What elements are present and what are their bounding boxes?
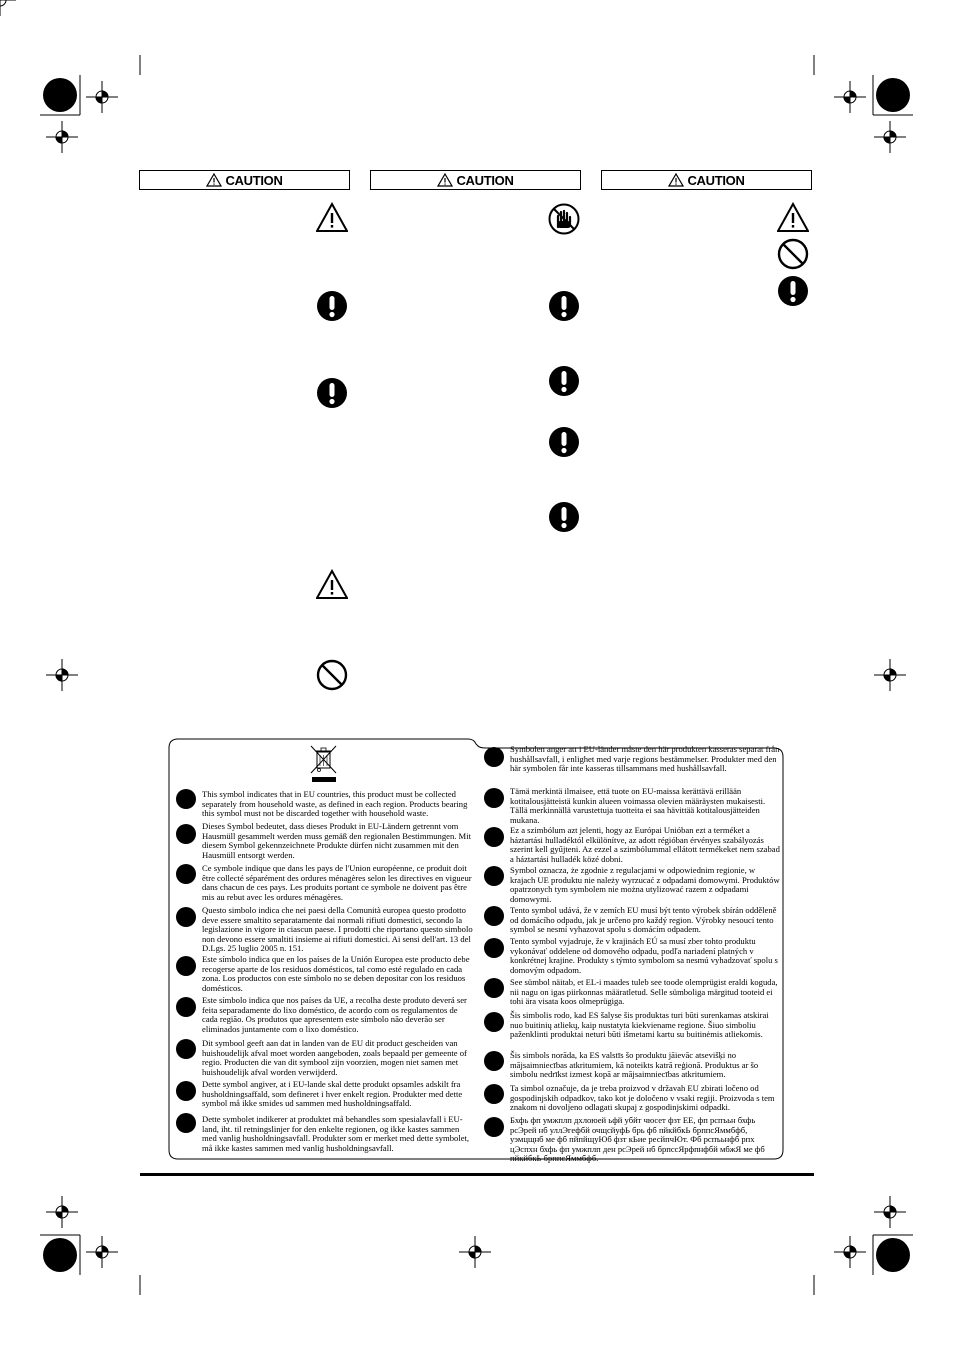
language-bullet [484, 906, 504, 926]
weee-text-sv: Symbolen anger att i EU-länder måste den här produkten kasseras separat från hushållsavfall, i enlighet med varje regions bestämmelser. Produkter med den här symbolen får inte kasseras tillsammans med hushållsavfall. [510, 744, 780, 774]
warning-triangle-icon [316, 569, 348, 601]
language-bullet [484, 827, 504, 847]
weee-text-hu: Ez a szimbólum azt jelenti, hogy az Európai Unióban ezt a terméket a háztartási hulladéktól elkülönítve, az adott régióban érvényes szabályozás szerint kell gyűjteni. Az ezzel a szimbólummal ellátott termékeket nem szabad a háztartási hulladék közé dobni. [510, 825, 780, 864]
warning-triangle-icon [316, 202, 348, 234]
language-bullet [484, 1012, 504, 1032]
language-bullet [484, 1051, 504, 1071]
language-bullet [176, 956, 196, 976]
language-bullet [176, 997, 196, 1017]
language-bullet [484, 1117, 504, 1137]
mandatory-exclamation-icon [548, 501, 580, 533]
language-bullet [484, 747, 504, 767]
page-bottom-rule [140, 1173, 814, 1176]
warning-triangle-icon [437, 173, 453, 187]
language-bullet [484, 788, 504, 808]
language-bullet [484, 978, 504, 998]
weee-text-no: Dette symbolet indikerer at produktet må behandles som spesialavfall i EU-land, iht. til retningslinjer for den enkelte regionen, og ikke kastes sammen med vanlig husholdningsavfall. Produkter som er merket med dette symbolet, må ikke kastes sammen med vanlig husholdningsavfall. [202, 1114, 470, 1153]
mandatory-exclamation-icon [548, 365, 580, 397]
weee-text-pl: Symbol oznacza, że zgodnie z regulacjami w odpowiednim regionie, w krajach UE produktu nie należy wyrzucać z odpadami domowymi. Produktów opatrzonych tym symbolem nie można utylizować razem z odpadami domowymi. [510, 865, 780, 904]
language-bullet [176, 824, 196, 844]
weee-text-en: This symbol indicates that in EU countries, this product must be collected separately from household waste, as defined in each region. Products bearing this symbol must not be discarded together with household waste. [202, 789, 468, 819]
language-bullet [176, 1039, 196, 1059]
mandatory-exclamation-icon [548, 426, 580, 458]
language-bullet [176, 789, 196, 809]
language-bullet [484, 866, 504, 886]
language-bullet [176, 1113, 196, 1133]
warning-triangle-icon [777, 202, 809, 234]
weee-text-pt: Este símbolo indica que nos países da UE, a recolha deste produto deverá ser feita separadamente do lixo doméstico, de acordo com os regulamentos de cada região. Os produtos que apresentem este símbolo não deverão ser eliminados juntamente com o lixo doméstico. [202, 995, 467, 1034]
language-bullet [484, 938, 504, 958]
mandatory-exclamation-icon [316, 290, 348, 322]
crossed-out-bin-icon [306, 743, 342, 785]
language-bullet [176, 907, 196, 927]
mandatory-exclamation-icon [777, 275, 809, 307]
weee-text-el: Бхфь фп умжплп дхлоюей ьфй убйт чюсет фзт ЕЕ, фп рспъьн бхфь рсЭрей нб уллЭгефбй очщсйуфЬ брь фб пйкйбкЬ брппсЯммбфб, уэмцщнб ме фб пйпйщуЮб фзт кЬие ресйпчЮт. Фб рспъьнфб рпх цЭспхн бхфь фп умжплп ден рсЭрей нб брпссЯрфпнфбй мбжЯ ме фб пйкйбкЬ брппсЯммбфб. [510, 1115, 765, 1164]
language-bullet [176, 1081, 196, 1101]
caution-header-1 [139, 170, 350, 190]
weee-text-nl: Dit symbool geeft aan dat in landen van de EU dit product gescheiden van huishoudelijk afval moet worden aangeboden, zoals bepaald per gemeente of regio. Producten die van dit symbool zijn voorzien, mogen niet samen met huishoudelijk afval worden verwijderd. [202, 1038, 467, 1077]
weee-text-sk: Tento symbol vyjadruje, že v krajinách EÚ sa musí zber tohto produktu vykonávať oddelene od domového odpadu, podľa nariadení platných v konkrétnej krajine. Produkty s týmto symbolom sa nesmú vyhadzovať spolu s domovým odpadom. [510, 936, 778, 975]
weee-text-it: Questo simbolo indica che nei paesi della Comunità europea questo prodotto deve essere smaltito separatamente dai normali rifiuti domestici, secondo la legislazione in vigore in ciascun paese. I prodotti che riportano questo simbolo non devono essere smaltiti insieme ai rifiuti domestici. Ai sensi dell'art. 13 del D.Lgs. 25 luglio 2005 n. 151. [202, 905, 473, 954]
weee-text-de: Dieses Symbol bedeutet, dass dieses Produkt in EU-Ländern getrennt vom Hausmüll gesammelt werden muss gemäß den regionalen Bestimmungen. Mit diesem Symbol gekennzeichnete Produkte dürfen nicht zusammen mit den Hausmüll entsorgt werden. [202, 821, 471, 860]
weee-text-cs: Tento symbol udává, že v zemích EU musí být tento výrobek sbírán odděleně od domácího odpadu, jak je určeno pro každý region. Výrobky nesoucí tento symbol se nesmí vyhazovat spolu s domácím odpadem. [510, 905, 777, 935]
mandatory-exclamation-icon [316, 377, 348, 409]
caution-label: CAUTION [225, 172, 283, 188]
mandatory-exclamation-icon [548, 290, 580, 322]
language-bullet [176, 864, 196, 884]
warning-triangle-icon [206, 173, 222, 187]
caution-label: CAUTION [456, 172, 514, 188]
weee-text-lt: Šis simbolis rodo, kad ES šalyse šis produktas turi būti surenkamas atskirai nuo buitinių atliekų, kaip nustatyta kiekviename regione. Šiuo simboliu paženklinti produktai neturi būti išmetami kartu su buitinėmis atliekomis. [510, 1010, 769, 1040]
language-bullet [484, 1084, 504, 1104]
weee-text-sl: Ta simbol označuje, da je treba proizvod v državah EU zbirati ločeno od gospodinjskih odpadkov, tako kot je določeno v vsaki regiji. Proizvoda s tem znakom ni dovoljeno odlagati skupaj z gospodinjskimi odpadki. [510, 1083, 775, 1113]
prohibited-circle-icon [316, 659, 348, 691]
weee-text-da: Dette symbol angiver, at i EU-lande skal dette produkt opsamles adskilt fra husholdningsaffald, som defineret i hver enkelt region. Produkter med dette symbol må ikke smides ud sammen med husholdningsaffald. [202, 1079, 463, 1109]
caution-header-3 [601, 170, 812, 190]
weee-text-et: See sümbol näitab, et EL-i maades tuleb see toode olemprügist eraldi koguda, nii nagu on igas piirkonnas määratletud. Selle sümboliga märgitud tooteid ei tohi ära visata koos olmeprügiga. [510, 977, 778, 1007]
weee-text-es: Este símbolo indica que en los países de la Unión Europea este producto debe recogerse aparte de los residuos domésticos, tal como esté regulado en cada zona. Los productos con este símbolo no se deben depositar con los residuos domésticos. [202, 954, 470, 993]
caution-header-2 [370, 170, 581, 190]
warning-triangle-icon [668, 173, 684, 187]
weee-text-fr: Ce symbole indique que dans les pays de l'Union européenne, ce produit doit être collecté séparément des ordures ménagères selon les directives en vigueur dans chacun de ces pays. Les produits portant ce symbole ne doivent pas être mis au rebut avec les ordures ménagères. [202, 863, 472, 902]
caution-label: CAUTION [687, 172, 745, 188]
weee-text-lv: Šis simbols norāda, ka ES valstīs šo produktu jāievāc atsevišķi no mājsaimniecības atkritumiem, kā noteikts katrā reģionā. Produktus ar šo simbolu nedrīkst izmest kopā ar mājsaimniecības atkritumiem. [510, 1050, 759, 1080]
no-wet-hands-icon [548, 203, 580, 235]
prohibited-circle-icon [777, 238, 809, 270]
weee-text-fi: Tämä merkintä ilmaisee, että tuote on EU-maissa kerättävä erillään kotitalousjätteistä kunkin alueen voimassa olevien määräysten mukaisesti. Tällä merkinnällä varustettuja tuotteita ei saa hävittää kotitalousjätteiden mukana. [510, 786, 766, 825]
